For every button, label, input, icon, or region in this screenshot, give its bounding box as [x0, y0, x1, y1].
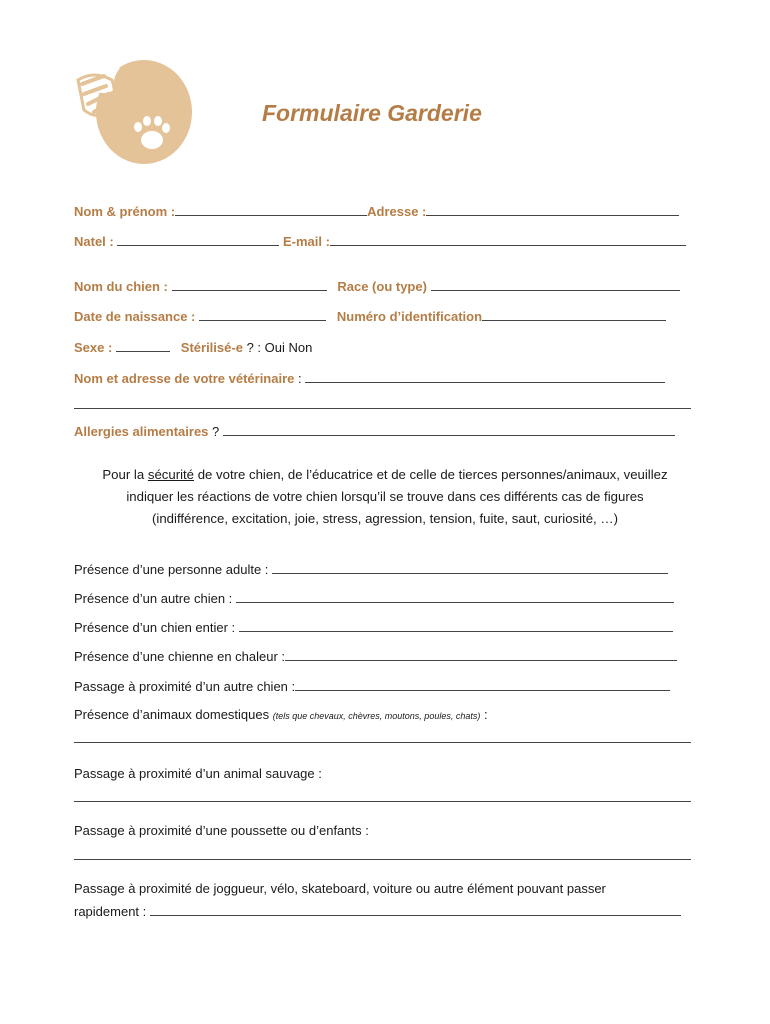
breed-field[interactable]: [431, 278, 680, 291]
q6-note: (tels que chevaux, chèvres, moutons, poules, chats): [272, 711, 481, 721]
name-label: Nom & prénom :: [74, 204, 176, 219]
dog-row-2: [74, 308, 666, 325]
id-label: Numéro d’identification: [336, 309, 483, 324]
intro-paragraph: [74, 464, 696, 530]
q8-label: Passage à proximité d’une poussette ou d’enfants :: [74, 823, 369, 838]
question-row: [74, 766, 322, 782]
sterilized-label: Stérilisé-e: [180, 340, 243, 355]
q9-field[interactable]: [150, 903, 681, 916]
q8-field[interactable]: [74, 847, 691, 860]
intro-post: de votre chien, de l’éducatrice et de celle de tierces personnes/animaux, veuillez: [194, 467, 668, 482]
q3-label: Présence d’un chien entier :: [74, 620, 236, 635]
q1-label: Présence d’une personne adulte :: [74, 562, 269, 577]
vet-field[interactable]: [305, 370, 665, 383]
intro-pre: Pour la: [102, 467, 148, 482]
q4-label: Présence d’une chienne en chaleur :: [74, 649, 286, 664]
dog-row-6: [74, 423, 675, 440]
intro-line-2: indiquer les réactions de votre chien lorsqu’il se trouve dans ces différents cas de figures: [126, 489, 644, 504]
vet-colon: :: [294, 371, 302, 386]
q7-label: Passage à proximité d’un animal sauvage :: [74, 766, 322, 781]
page-title: Formulaire Garderie: [262, 100, 482, 126]
dog-row-1: [74, 278, 680, 295]
q3-field[interactable]: [239, 619, 673, 632]
q5-label: Passage à proximité d’un autre chien :: [74, 679, 296, 694]
question-row: [74, 903, 681, 920]
breed-label: Race (ou type): [337, 279, 427, 294]
q4-field[interactable]: [285, 648, 677, 661]
question-row: [74, 590, 674, 607]
question-row: [74, 707, 488, 724]
sex-label: Sexe :: [74, 340, 113, 355]
dog-row-4: [74, 370, 665, 387]
q6-field[interactable]: [74, 730, 691, 743]
sterilized-options[interactable]: ? : Oui Non: [246, 340, 313, 355]
question-row: [74, 648, 677, 665]
dog-paw-logo: [74, 50, 196, 170]
vet-label: Nom et adresse de votre vétérinaire: [74, 371, 295, 386]
question-row: [74, 678, 670, 695]
dog-row-5: [74, 396, 691, 413]
question-row: [74, 881, 606, 897]
birth-label: Date de naissance :: [74, 309, 196, 324]
email-label: E-mail :: [282, 234, 330, 249]
q7-field[interactable]: [74, 789, 691, 802]
address-field[interactable]: [426, 203, 679, 216]
q9-label: Passage à proximité de joggueur, vélo, skateboard, voiture ou autre élément pouvant passer: [74, 881, 606, 896]
q9b-label: rapidement :: [74, 904, 147, 919]
phone-field[interactable]: [117, 233, 279, 246]
email-field[interactable]: [330, 233, 686, 246]
allergy-label: Allergies alimentaires: [74, 424, 209, 439]
allergy-field[interactable]: [223, 423, 675, 436]
q2-field[interactable]: [236, 590, 674, 603]
allergy-q: ?: [208, 424, 220, 439]
answer-line: [74, 730, 691, 747]
sex-field[interactable]: [116, 339, 170, 352]
vet-field-2[interactable]: [74, 396, 691, 409]
q6-colon: :: [480, 707, 488, 722]
q1-field[interactable]: [272, 561, 668, 574]
dog-name-field[interactable]: [172, 278, 327, 291]
question-row: [74, 619, 673, 636]
phone-label: Natel :: [74, 234, 114, 249]
owner-row-2: [74, 233, 686, 250]
name-field[interactable]: [175, 203, 367, 216]
birth-field[interactable]: [199, 308, 326, 321]
q2-label: Présence d’un autre chien :: [74, 591, 233, 606]
q5-field[interactable]: [295, 678, 670, 691]
id-field[interactable]: [482, 308, 666, 321]
dog-row-3: [74, 339, 312, 356]
answer-line: [74, 847, 691, 864]
answer-line: [74, 789, 691, 806]
intro-underlined: sécurité: [147, 467, 195, 482]
owner-row-1: [74, 203, 679, 220]
question-row: [74, 823, 369, 839]
dog-name-label: Nom du chien :: [74, 279, 168, 294]
q6-label: Présence d’animaux domestiques: [74, 707, 270, 722]
intro-line-3: (indifférence, excitation, joie, stress, agression, tension, fuite, saut, curiosité, …): [152, 511, 618, 526]
address-label: Adresse :: [367, 204, 427, 219]
question-row: [74, 561, 668, 578]
